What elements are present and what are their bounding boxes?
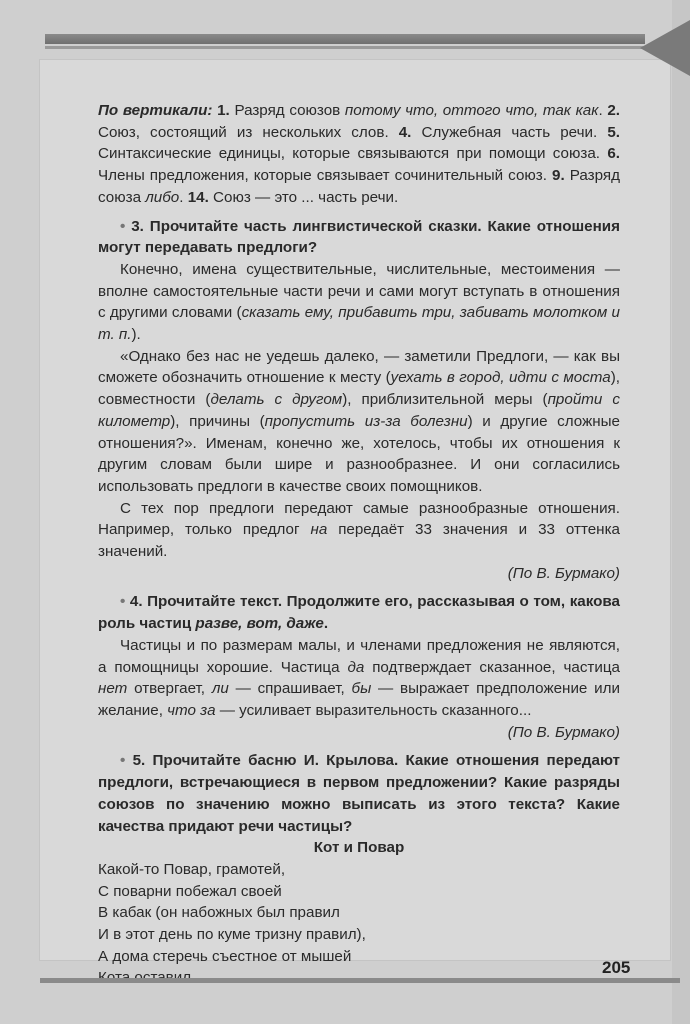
text-segment: ) и другие сложные отношения?». Именам, конечно же, хотелось, чтобы их отношения к другим словам были шире и разнообразнее. И они согласились использовать предлоги в качестве своих помощников. [98, 412, 620, 495]
footer-bar [40, 978, 680, 983]
text-segment: Союз — это ... часть речи. [213, 188, 399, 206]
text-segment: 2. [602, 102, 620, 119]
text-segment: 14. [183, 188, 214, 206]
source-attribution [98, 722, 620, 744]
header-rule [45, 46, 645, 49]
text-segment: 6. [607, 145, 620, 163]
source-attribution [98, 563, 620, 585]
text-segment: передаёт 33 значения и 33 оттенка значений. [98, 521, 620, 561]
text-segment: Разряд союзов [234, 102, 345, 119]
text-segment: ), приблизительной меры ( [342, 391, 548, 409]
poem-title [98, 837, 620, 859]
text-segment: бы [351, 680, 372, 698]
text-segment: . [598, 102, 603, 119]
corner-tab [640, 20, 690, 76]
page-text [98, 100, 620, 989]
text-segment: ли [211, 680, 229, 698]
bullet-icon: • [120, 752, 133, 770]
poem-line [98, 859, 620, 881]
text-segment: Какой-то Повар, грамотей, [98, 860, 286, 878]
paragraph [98, 498, 620, 563]
text-segment: Союз, состоящий из нескольких слов. [98, 123, 399, 141]
text-segment: нет [98, 680, 128, 698]
text-segment: И в этот день по куме тризну правил), [98, 926, 366, 944]
text-segment: разве, вот, даже [195, 615, 324, 633]
text-segment: ), причины ( [170, 412, 265, 430]
text-segment: — спрашивает, [228, 680, 352, 698]
poem-line [98, 924, 620, 946]
text-segment: 9. [552, 167, 570, 185]
text-segment: да [347, 658, 365, 676]
text-segment: 4. Прочитайте текст. Продолжите его, рассказывая о том, какова роль частиц [98, 593, 620, 633]
task-heading [98, 216, 620, 259]
text-segment: Синтаксические единицы, которые связываются при помощи союза. [98, 145, 608, 163]
task-heading [98, 591, 620, 634]
text-segment: делать с другом [210, 391, 343, 409]
text-segment: либо [145, 188, 180, 206]
paragraph [98, 346, 620, 498]
text-segment: пройти с километр [98, 391, 620, 430]
text-segment: По вертикали: [98, 102, 218, 119]
poem-line [98, 946, 620, 968]
text-segment: уехать в город, идти с моста [390, 369, 611, 387]
header-bar [45, 34, 645, 44]
text-segment: ). [131, 326, 141, 344]
text-segment: ), совместности ( [98, 369, 620, 409]
text-segment: Конечно, имена существительные, числительные, местоимения — вполне самостоятельные части речи и сами могут вступать в отношения с другими словами ( [98, 260, 620, 322]
page-number: 205 [602, 958, 631, 977]
text-segment: подтверждает сказанное, частица [364, 658, 620, 676]
text-segment: 1. [217, 102, 235, 119]
text-segment: — усиливает выразительность сказанного... [215, 701, 532, 719]
text-segment: Служебная часть речи. [421, 123, 608, 141]
text-segment: сказать ему, прибавить три, забивать молотком и т. п. [98, 304, 620, 344]
text-segment: . [179, 188, 184, 206]
text-segment: С поварни побежал своей [98, 882, 282, 900]
text-segment: В кабак (он набожных был правил [98, 904, 340, 922]
text-segment: отвергает, [127, 680, 212, 698]
text-segment: что за [167, 701, 216, 719]
text-segment: (По В. Бурмако) [507, 723, 620, 741]
task-heading [98, 750, 620, 837]
text-segment: Частицы и по размерам малы, и членами предложения не являются, а помощницы хорошие. Частица [98, 636, 620, 676]
text-segment: (По В. Бурмако) [507, 564, 620, 582]
text-segment: . [323, 615, 329, 633]
paragraph [98, 100, 620, 209]
paragraph [98, 259, 620, 346]
text-segment: 5. [607, 123, 620, 141]
text-segment: — выражает предположение или желание, [98, 680, 620, 719]
text-segment: Члены предложения, которые связывает сочинительный союз. [98, 167, 553, 185]
text-segment: 3. Прочитайте часть лингвистической сказки. Какие отношения могут передавать предлоги? [98, 217, 620, 257]
text-segment: пропустить из-за болезни [264, 412, 468, 430]
page-edge [672, 0, 690, 1024]
text-segment: Кот и Повар [313, 839, 405, 857]
text-segment: потому что, оттого что, так как [344, 102, 599, 119]
text-segment: А дома стеречь съестное от мышей [98, 947, 352, 965]
bullet-icon: • [120, 593, 130, 611]
poem-line [98, 881, 620, 903]
poem-line [98, 902, 620, 924]
text-segment: 5. Прочитайте басню И. Крылова. Какие отношения передают предлоги, встречающиеся в первом предложении? Какие разряды союзов по значению можно выписать из этого текста? Какие качества придают речи частицы? [98, 752, 620, 835]
text-segment: 4. [398, 123, 422, 141]
bullet-icon: • [120, 217, 132, 235]
text-segment: Разряд союза [98, 167, 620, 206]
text-segment: на [310, 521, 328, 539]
text-segment: С тех пор предлоги передают самые разнообразные отношения. Например, только предлог [98, 499, 620, 539]
paragraph [98, 635, 620, 722]
text-segment: «Однако без нас не уедешь далеко, — заметили Предлоги, — как вы сможете обозначить отношение к месту ( [98, 347, 620, 387]
